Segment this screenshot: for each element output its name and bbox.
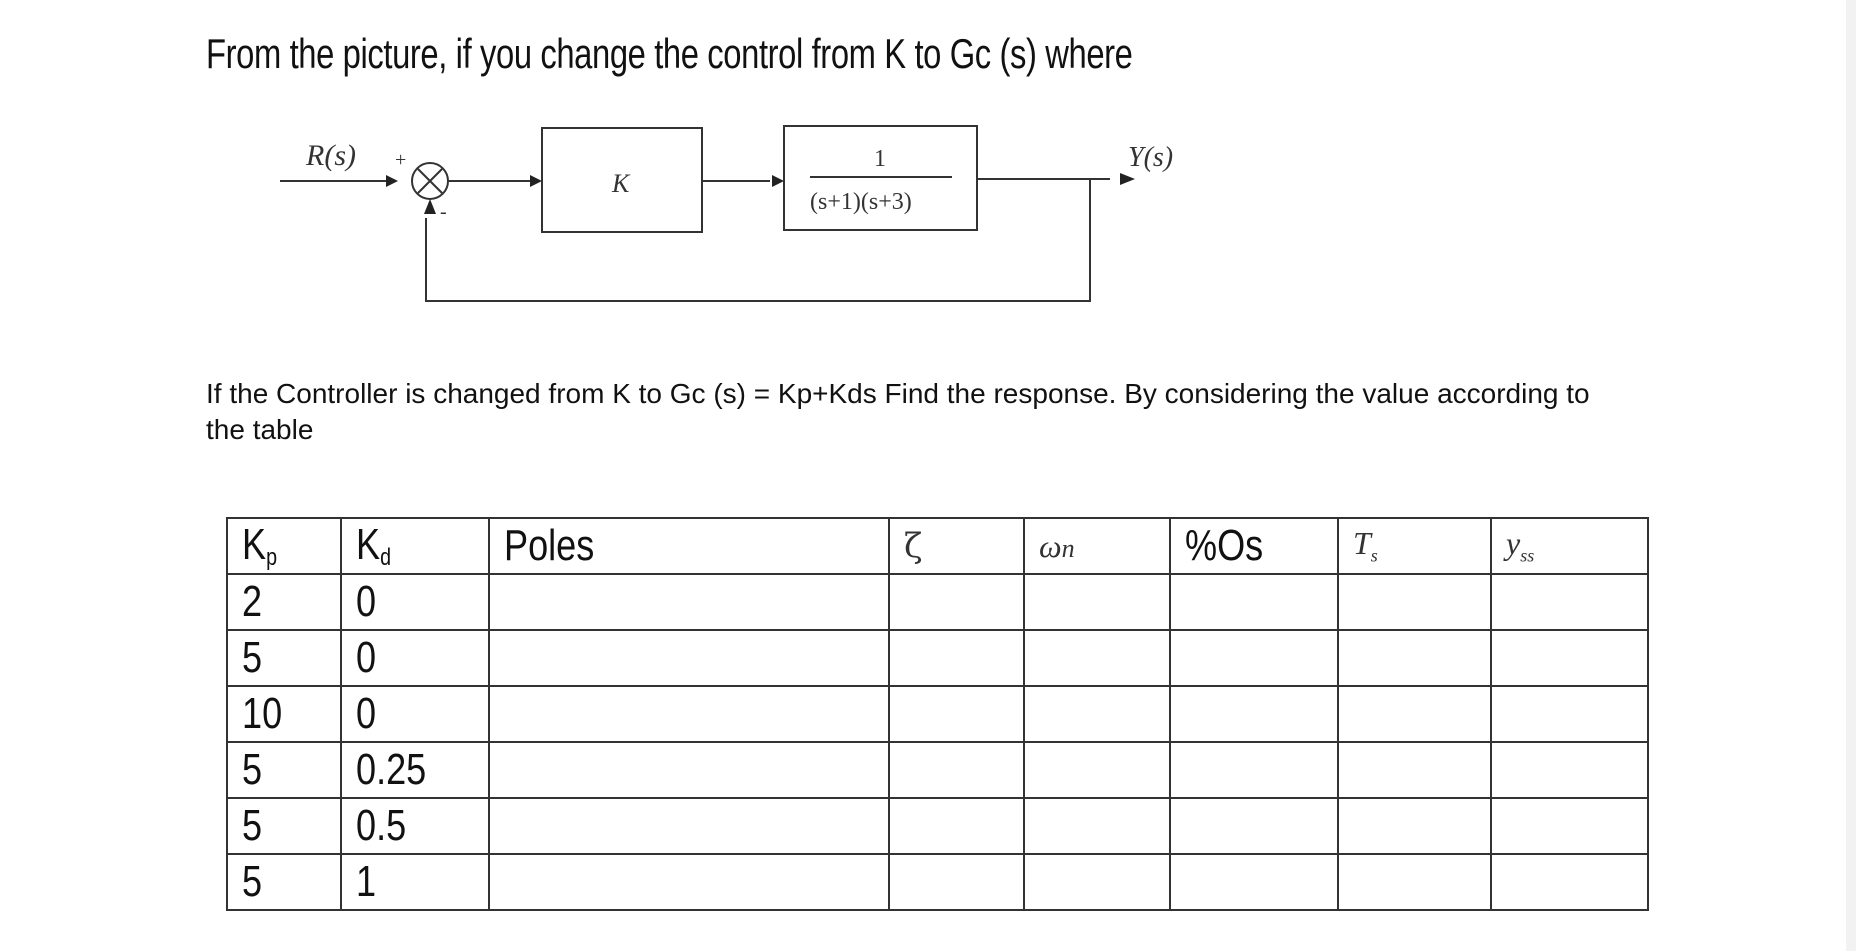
page-heading: From the picture, if you change the control from K to Gc (s) where (206, 30, 1133, 77)
cell-percent-overshoot (1170, 742, 1338, 798)
cell-poles (489, 742, 889, 798)
cell-kp (227, 798, 341, 854)
cell-percent-overshoot (1170, 574, 1338, 630)
header-settling-time: $T_s$ (1338, 518, 1491, 574)
cell-kd-value: 1 (356, 857, 377, 906)
table-row (227, 574, 1648, 630)
cell-kd-value: 0.25 (356, 745, 427, 794)
cell-zeta (889, 686, 1024, 742)
cell-omega-n (1024, 574, 1170, 630)
plus-sign: + (395, 149, 407, 171)
cell-kd (341, 798, 489, 854)
table-row (227, 854, 1648, 910)
header-steady-state: $y_{ss}$ (1491, 518, 1648, 574)
header-kp: $K_p$ (227, 518, 341, 574)
cell-zeta (889, 574, 1024, 630)
cell-kd (341, 574, 489, 630)
cell-poles (489, 574, 889, 630)
cell-steady-state (1491, 630, 1648, 686)
table-row (227, 686, 1648, 742)
cell-omega-n (1024, 742, 1170, 798)
cell-settling-time (1338, 574, 1491, 630)
response-table (226, 517, 1649, 911)
cell-settling-time (1338, 686, 1491, 742)
cell-percent-overshoot (1170, 798, 1338, 854)
cell-kp (227, 574, 341, 630)
cell-settling-time (1338, 742, 1491, 798)
cell-percent-overshoot (1170, 630, 1338, 686)
question-text: If the Controller is changed from K to Gc (s) = Kp+Kds Find the response. By considering the value according to the table (206, 378, 1590, 445)
cell-omega-n (1024, 686, 1170, 742)
cell-kp-value: 5 (242, 801, 263, 850)
cell-zeta (889, 742, 1024, 798)
cell-settling-time (1338, 798, 1491, 854)
input-label: R(s) (306, 139, 356, 172)
cell-kp-value: 5 (242, 857, 263, 906)
cell-steady-state (1491, 798, 1648, 854)
table-row (227, 798, 1648, 854)
block-diagram (0, 0, 1856, 330)
plant-denominator: (s+1)(s+3) (810, 189, 912, 215)
cell-omega-n (1024, 630, 1170, 686)
cell-steady-state (1491, 742, 1648, 798)
cell-percent-overshoot (1170, 854, 1338, 910)
cell-poles (489, 798, 889, 854)
plant-numerator: 1 (874, 146, 886, 172)
controller-label: K (612, 169, 630, 198)
table-row (227, 630, 1648, 686)
feedback-path (426, 179, 1090, 301)
cell-kp-value: 2 (242, 577, 263, 626)
cell-zeta (889, 854, 1024, 910)
header-kd: $K_d$ (341, 518, 489, 574)
table-header-row (227, 518, 1648, 574)
cell-steady-state (1491, 854, 1648, 910)
cell-omega-n (1024, 798, 1170, 854)
cell-kd-value: 0.5 (356, 801, 407, 850)
cell-steady-state (1491, 574, 1648, 630)
cell-omega-n (1024, 854, 1170, 910)
header-omega-n: ωn (1024, 518, 1170, 574)
cell-kp-value: 10 (242, 689, 283, 738)
cell-kp-value: 5 (242, 745, 263, 794)
header-poles: Poles (489, 518, 889, 574)
cell-kd (341, 742, 489, 798)
table-row (227, 742, 1648, 798)
cell-poles (489, 630, 889, 686)
cell-kp (227, 854, 341, 910)
cell-kd (341, 686, 489, 742)
header-zeta: ζ (889, 518, 1024, 574)
output-label: Y(s) (1128, 142, 1174, 173)
cell-kd-value: 0 (356, 633, 377, 682)
cell-kp (227, 742, 341, 798)
cell-kp (227, 630, 341, 686)
minus-sign: - (440, 201, 447, 223)
cell-poles (489, 686, 889, 742)
cell-percent-overshoot (1170, 686, 1338, 742)
cell-steady-state (1491, 686, 1648, 742)
cell-settling-time (1338, 630, 1491, 686)
cell-kd (341, 854, 489, 910)
cell-kp-value: 5 (242, 633, 263, 682)
cell-zeta (889, 798, 1024, 854)
cell-kd-value: 0 (356, 689, 377, 738)
cell-kd (341, 630, 489, 686)
header-percent-overshoot: %Os (1170, 518, 1338, 574)
cell-poles (489, 854, 889, 910)
cell-kp (227, 686, 341, 742)
cell-settling-time (1338, 854, 1491, 910)
cell-zeta (889, 630, 1024, 686)
cell-kd-value: 0 (356, 577, 377, 626)
